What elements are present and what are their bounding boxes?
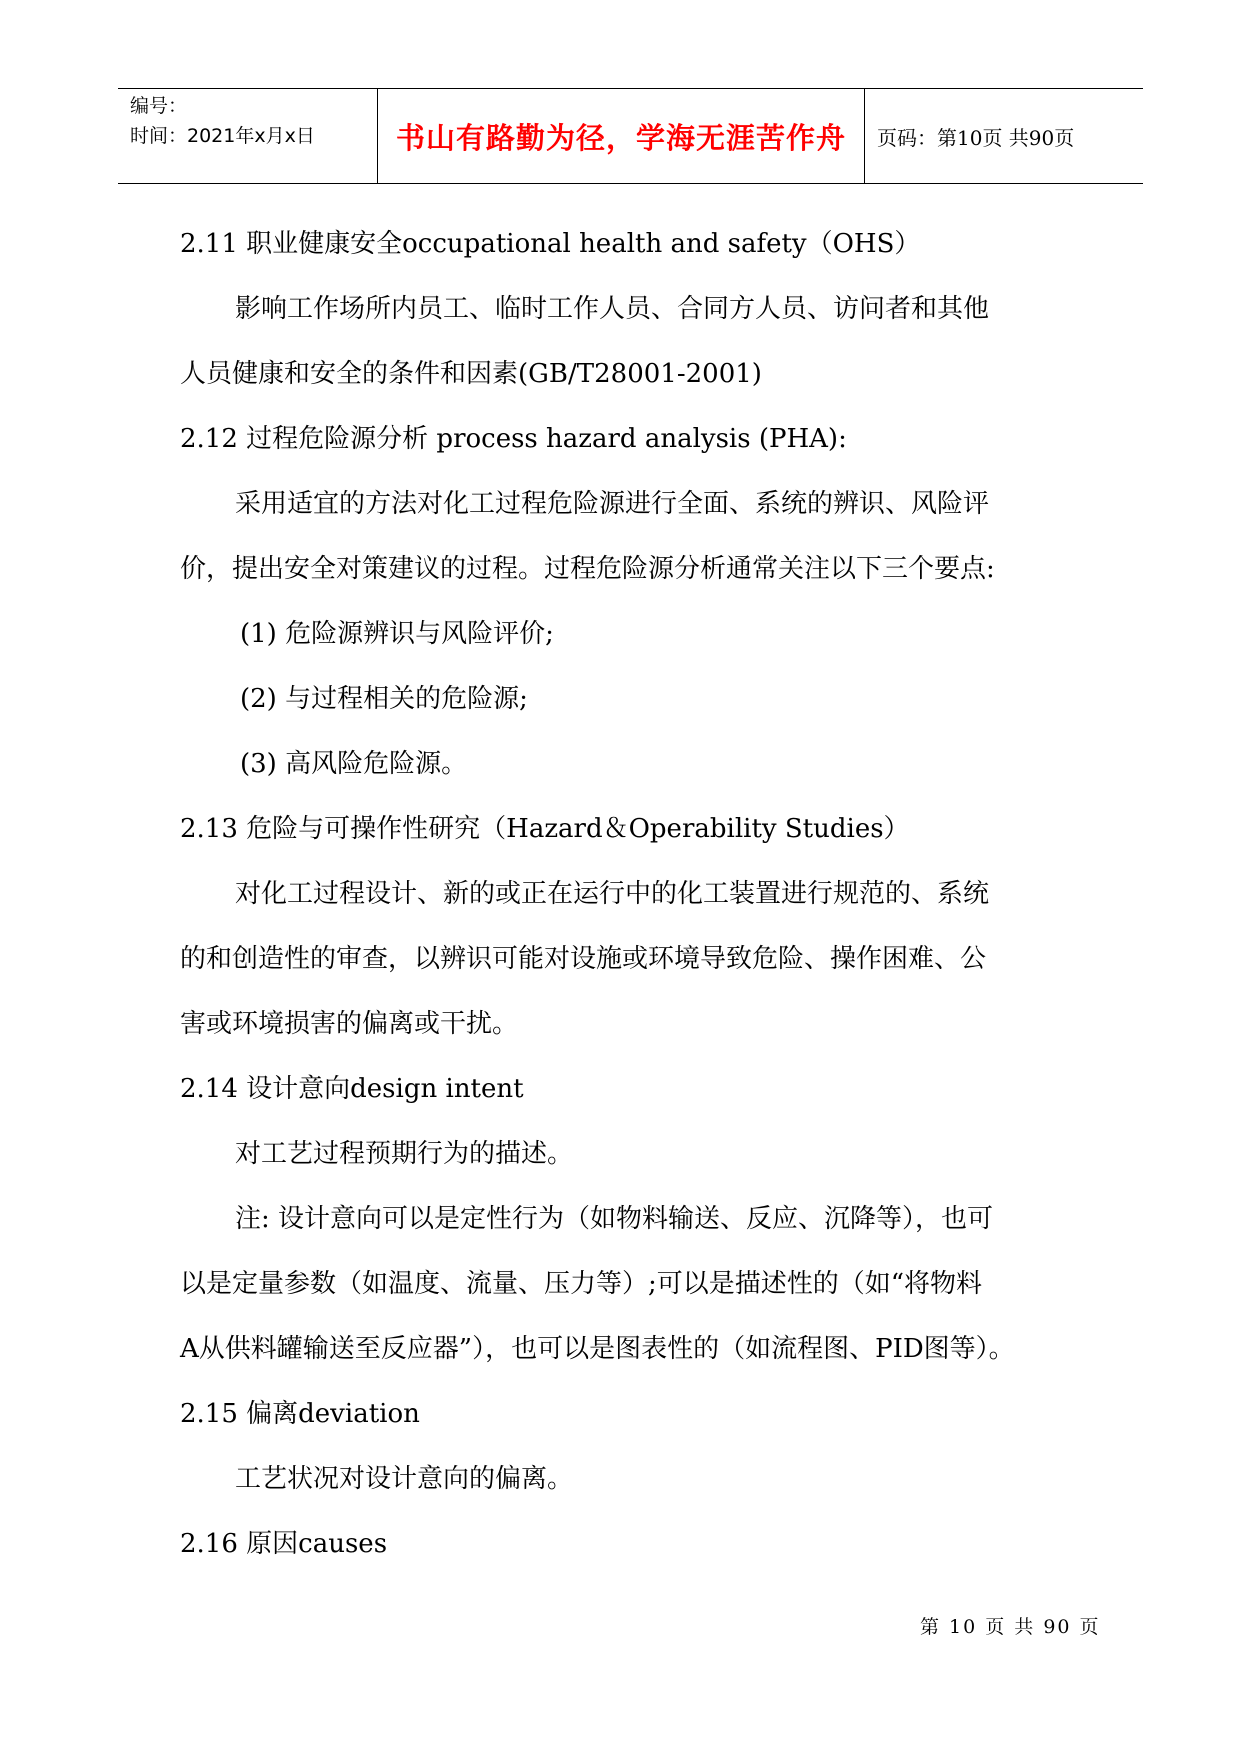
- note-line: 注: 设计意向可以是定性行为（如物料输送、反应、沉降等），也可: [235, 1204, 994, 1234]
- page-header: [118, 88, 1143, 184]
- section-heading-2-11: 2.11 职业健康安全occupational health and safety（OHS）: [180, 229, 921, 259]
- header-motto: 书山有路勤为径，学海无涯苦作舟: [378, 89, 865, 183]
- paragraph-line: 对工艺过程预期行为的描述。: [235, 1139, 574, 1169]
- document-body: [180, 212, 1090, 1577]
- paragraph-line: 价，提出安全对策建议的过程。过程危险源分析通常关注以下三个要点:: [180, 554, 995, 584]
- header-meta: [118, 89, 378, 183]
- paragraph-line: 的和创造性的审查，以辨识可能对设施或环境导致危险、操作困难、公: [180, 944, 987, 974]
- paragraph-line: 害或环境损害的偏离或干扰。: [180, 1009, 519, 1039]
- section-heading-2-16: 2.16 原因causes: [180, 1529, 388, 1559]
- section-heading-2-12: 2.12 过程危险源分析 process hazard analysis (PHA):: [180, 424, 847, 454]
- section-heading-2-15: 2.15 偏离deviation: [180, 1399, 420, 1429]
- note-line: A从供料罐输送至反应器”），也可以是图表性的（如流程图、PID图等）。: [180, 1334, 1015, 1364]
- page-footer: 第 10 页 共 90 页: [920, 1616, 1101, 1638]
- document-time: 时间：2021年x月x日: [130, 125, 315, 147]
- paragraph-line: 对化工过程设计、新的或正在运行中的化工装置进行规范的、系统: [235, 879, 990, 909]
- paragraph-line: 工艺状况对设计意向的偏离。: [235, 1464, 574, 1494]
- document-number-label: 编号：: [130, 95, 188, 117]
- section-heading-2-14: 2.14 设计意向design intent: [180, 1074, 524, 1104]
- note-line: 以是定量参数（如温度、流量、压力等）;可以是描述性的（如“将物料: [180, 1269, 983, 1299]
- list-item: (1) 危险源辨识与风险评价;: [240, 619, 554, 649]
- paragraph-line: 人员健康和安全的条件和因素(GB/T28001-2001): [180, 359, 762, 389]
- header-page-info: 页码：第10页 共90页: [877, 125, 1075, 150]
- list-item: (2) 与过程相关的危险源;: [240, 684, 528, 714]
- section-heading-2-13: 2.13 危险与可操作性研究（Hazard＆Operability Studies）: [180, 814, 910, 844]
- paragraph-line: 影响工作场所内员工、临时工作人员、合同方人员、访问者和其他: [235, 294, 990, 324]
- list-item: (3) 高风险危险源。: [240, 749, 468, 779]
- paragraph-line: 采用适宜的方法对化工过程危险源进行全面、系统的辨识、风险评: [235, 489, 990, 519]
